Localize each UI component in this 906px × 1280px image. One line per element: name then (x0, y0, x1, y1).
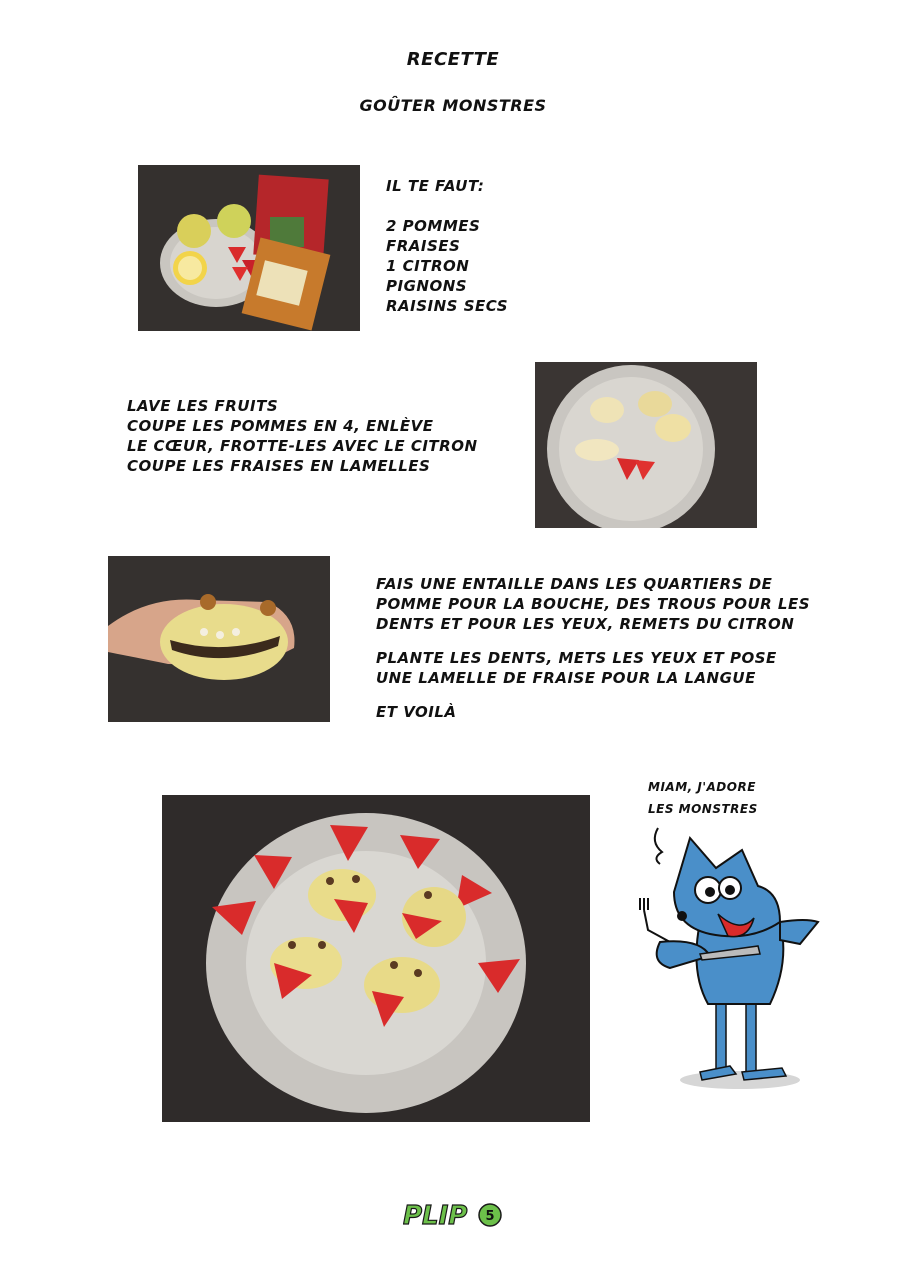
step2-line: DENTS ET POUR LES YEUX, REMETS DU CITRON (376, 615, 795, 633)
cut-fruit-photo (535, 362, 757, 528)
speech-text (648, 776, 758, 820)
monster-in-hand-photo (108, 556, 330, 722)
blue-monster-illustration (630, 822, 830, 1092)
final-plate-photo (162, 795, 590, 1122)
speech-line: LES MONSTRES (648, 802, 758, 816)
ingredient-item: FRAISES (386, 237, 461, 255)
step2-line: ET VOILÀ (376, 703, 457, 721)
ingredients-list (386, 176, 508, 316)
step1-line: COUPE LES POMMES EN 4, ENLÈVE (127, 417, 434, 435)
page-subtitle: GOÛTER MONSTRES (359, 96, 547, 115)
ingredient-item: RAISINS SECS (386, 297, 509, 315)
step2-text (376, 574, 810, 736)
step1-line: COUPE LES FRAISES EN LAMELLES (127, 457, 431, 475)
step1-line: LAVE LES FRUITS (127, 397, 279, 415)
step1-line: LE CŒUR, FROTTE-LES AVEC LE CITRON (127, 437, 478, 455)
ingredient-item: PIGNONS (386, 277, 468, 295)
ingredients-photo (138, 165, 360, 331)
plip-logo (403, 1200, 503, 1230)
speech-line: MIAM, J'ADORE (648, 780, 756, 794)
ingredient-item: 2 POMMES (386, 217, 481, 235)
step2-line: FAIS UNE ENTAILLE DANS LES QUARTIERS DE (376, 575, 773, 593)
step1-text (127, 396, 478, 476)
page-number: 5 (485, 1209, 495, 1224)
step2-line: POMME POUR LA BOUCHE, DES TROUS POUR LES (376, 595, 811, 613)
step2-line: UNE LAMELLE DE FRAISE POUR LA LANGUE (376, 669, 756, 687)
ingredients-heading: IL TE FAUT: (386, 177, 485, 195)
ingredient-item: 1 CITRON (386, 257, 470, 275)
logo-text: PLIP (403, 1201, 468, 1230)
step2-line: PLANTE LES DENTS, METS LES YEUX ET POSE (376, 649, 777, 667)
page-title: RECETTE (406, 49, 500, 70)
